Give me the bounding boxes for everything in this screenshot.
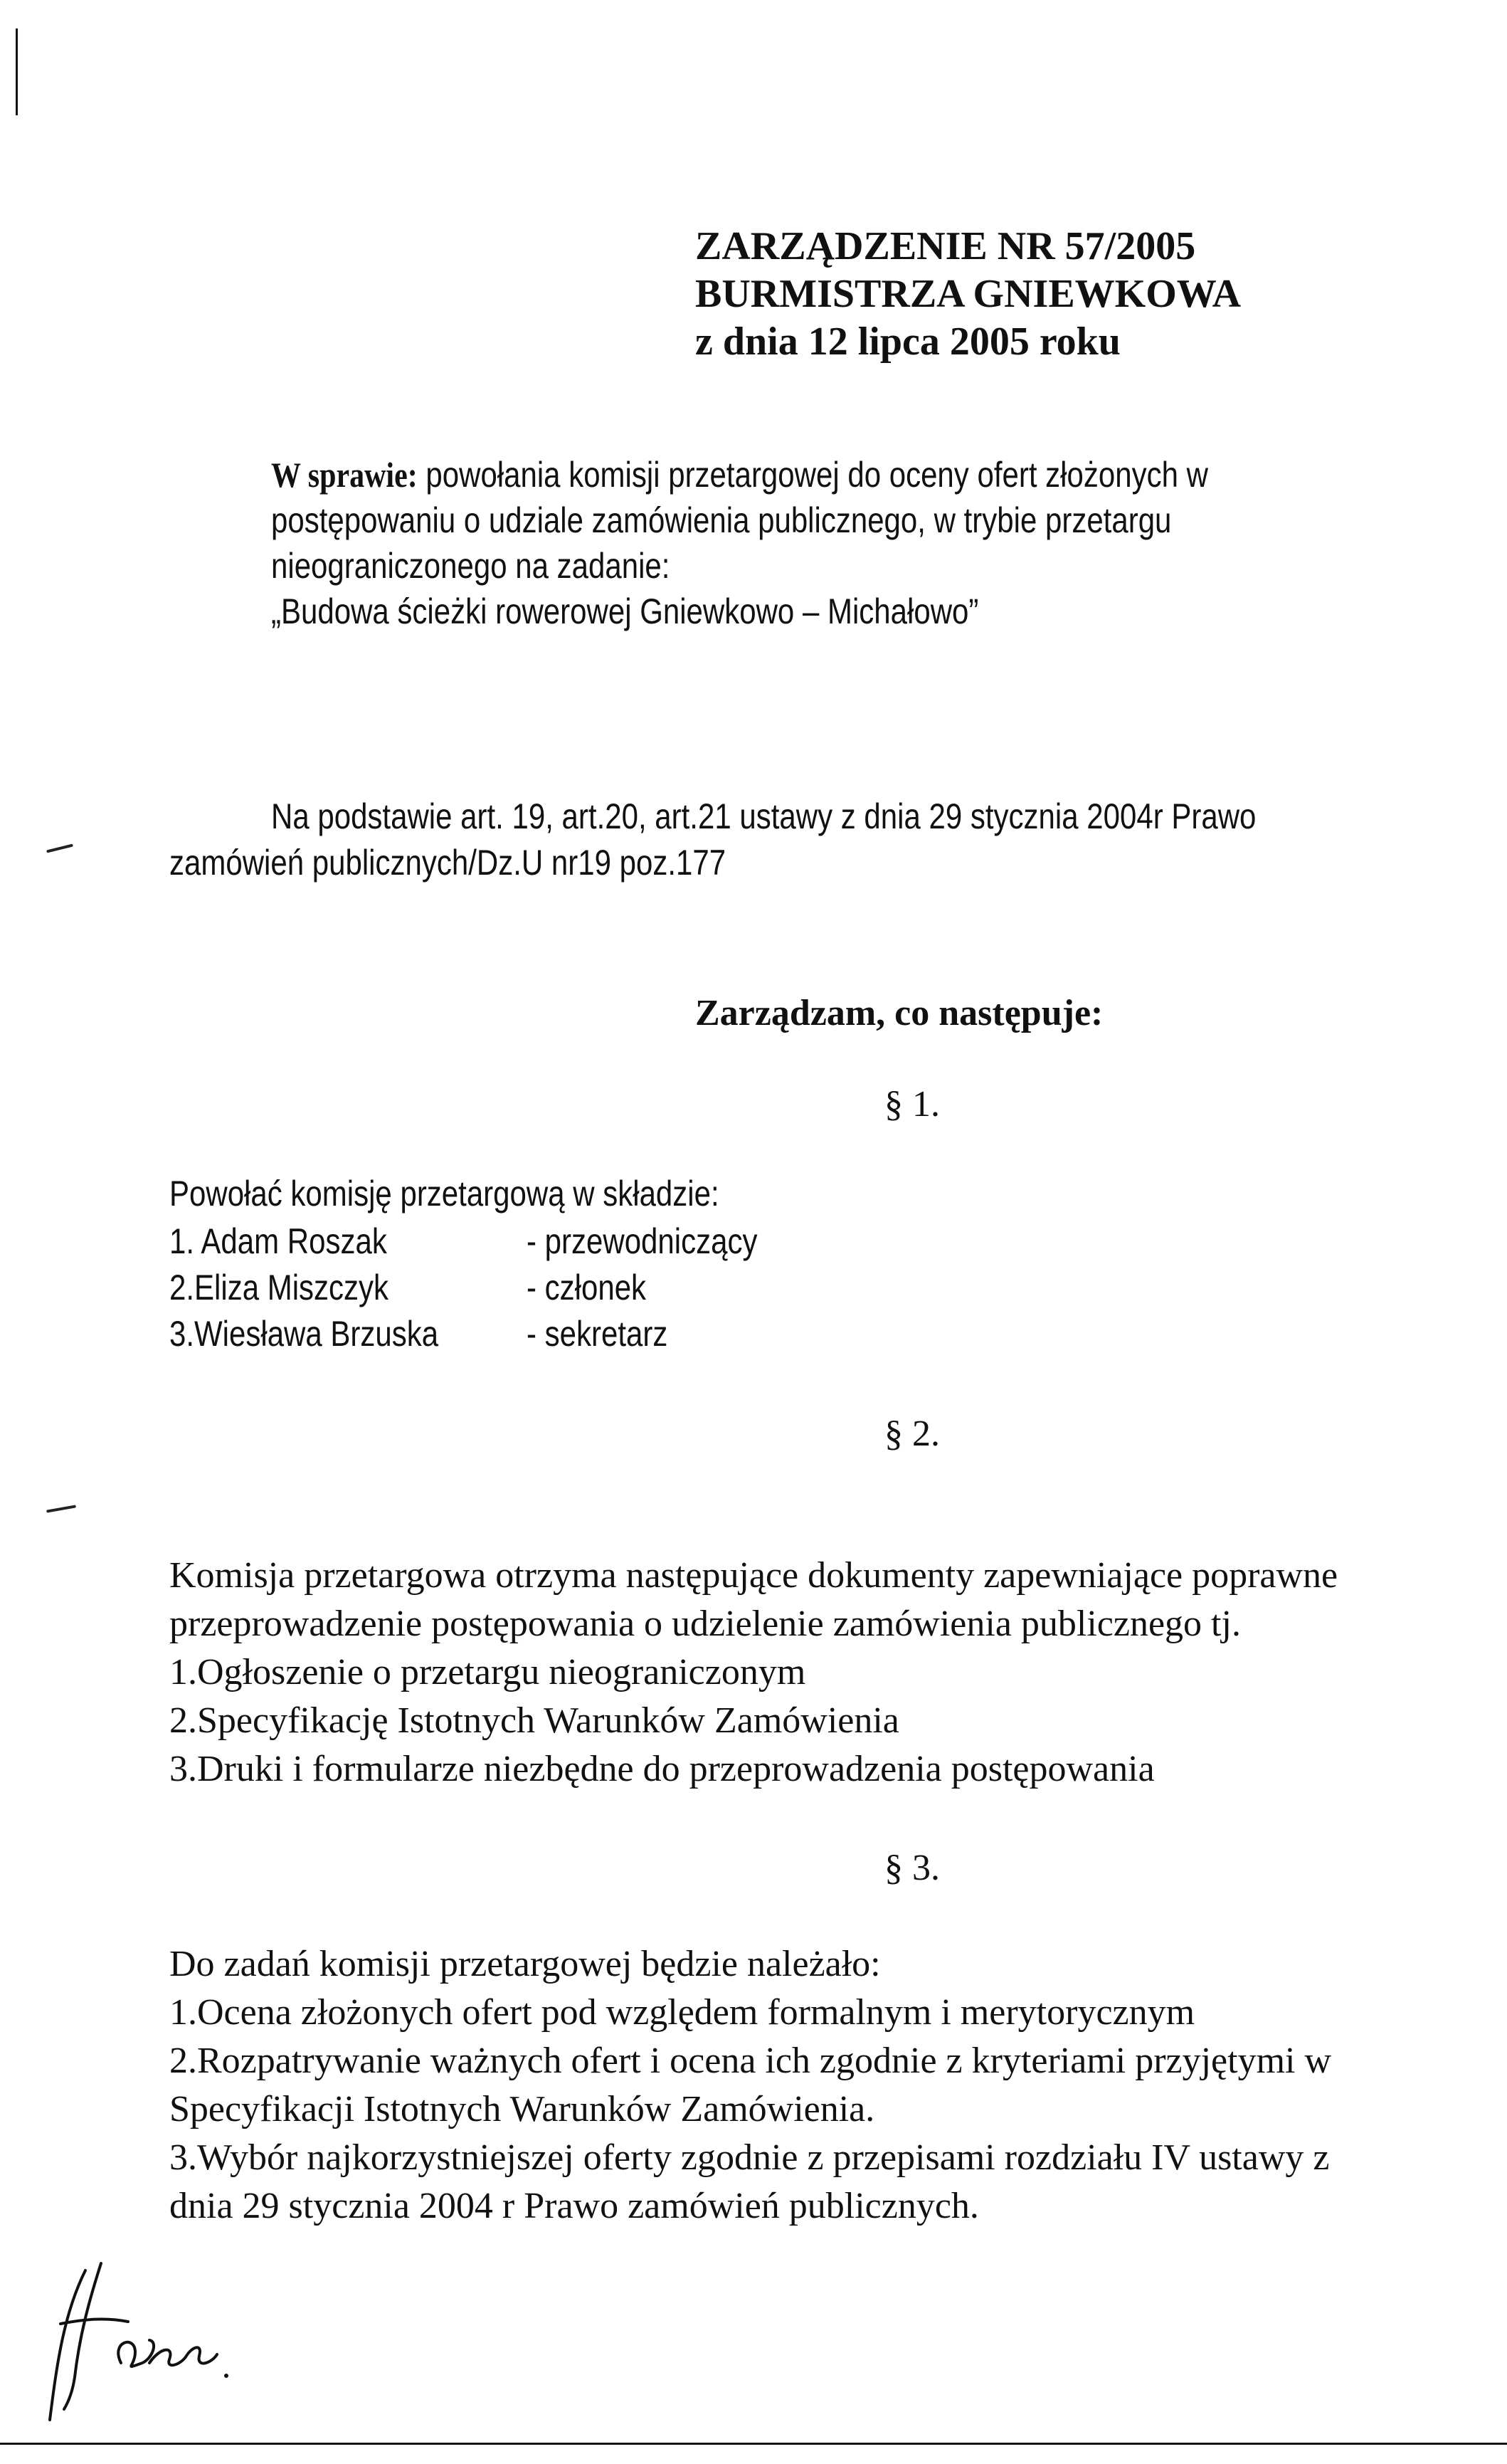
- footer-rule: [0, 2443, 1507, 2445]
- member-3-role: - sekretarz: [527, 1314, 668, 1354]
- section-2-item-3: 3.Druki i formularze niezbędne do przeprowadzenia postępowania: [169, 1749, 1155, 1789]
- section-3-mark: § 3.: [884, 1848, 940, 1888]
- legal-basis-line-2: zamówień publicznych/Dz.U nr19 poz.177: [169, 843, 726, 883]
- section-3-item-3a: 3.Wybór najkorzystniejszej oferty zgodnie z przepisami rozdziału IV ustawy z: [169, 2137, 1330, 2178]
- section-3-item-1: 1.Ocena złożonych ofert pod względem formalnym i merytorycznym: [169, 1992, 1195, 2033]
- section-2-line-2: przeprowadzenie postępowania o udzielenie zamówienia publicznego tj.: [169, 1604, 1241, 1644]
- section-2-item-1: 1.Ogłoszenie o przetargu nieograniczonym: [169, 1652, 806, 1692]
- member-1-role: - przewodniczący: [527, 1221, 758, 1261]
- decree-heading: Zarządzam, co następuje:: [695, 993, 1104, 1033]
- subject-line-3: nieograniczonego na zadanie:: [271, 546, 670, 586]
- member-3-name: 3.Wiesława Brzuska: [169, 1314, 439, 1354]
- section-2-mark: § 2.: [884, 1413, 940, 1454]
- section-3-item-3b: dnia 29 stycznia 2004 r Prawo zamówień publicznych.: [169, 2186, 979, 2226]
- member-2-role: - członek: [527, 1268, 647, 1307]
- member-2-name: 2.Eliza Miszczyk: [169, 1268, 389, 1307]
- decree-date: z dnia 12 lipca 2005 roku: [695, 320, 1121, 364]
- signature: [36, 2256, 235, 2431]
- signature-drawing: [36, 2256, 235, 2427]
- decree-title: ZARZĄDZENIE NR 57/2005: [695, 224, 1196, 268]
- section-1-intro: Powołać komisję przetargową w składzie:: [169, 1174, 719, 1213]
- subject-line-2: postępowaniu o udziale zamówienia publicznego, w trybie przetargu: [271, 500, 1172, 540]
- section-2-line-1: Komisja przetargowa otrzyma następujące dokumenty zapewniające poprawne: [169, 1555, 1338, 1596]
- section-2-item-2: 2.Specyfikację Istotnych Warunków Zamówienia: [169, 1700, 899, 1741]
- scan-edge-mark: [16, 28, 18, 115]
- margin-mark-1: [46, 843, 73, 853]
- decree-issuer: BURMISTRZA GNIEWKOWA: [695, 272, 1242, 316]
- subject-label: W sprawie:: [271, 455, 418, 495]
- section-1-mark: § 1.: [884, 1084, 940, 1125]
- margin-mark-2: [46, 1505, 76, 1512]
- section-3-item-2b: Specyfikacji Istotnych Warunków Zamówienia.: [169, 2089, 875, 2129]
- subject-block: [271, 452, 1387, 634]
- section-3-item-2a: 2.Rozpatrywanie ważnych ofert i ocena ich zgodnie z kryteriami przyjętymi w: [169, 2041, 1332, 2081]
- subject-line-4: „Budowa ścieżki rowerowej Gniewkowo – Michałowo”: [271, 591, 979, 631]
- member-1-name: 1. Adam Roszak: [169, 1221, 387, 1261]
- legal-basis-line-1: Na podstawie art. 19, art.20, art.21 ustawy z dnia 29 stycznia 2004r Prawo: [271, 796, 1257, 836]
- subject-line-1: powołania komisji przetargowej do oceny ofert złożonych w: [417, 455, 1208, 495]
- section-3-intro: Do zadań komisji przetargowej będzie należało:: [169, 1944, 881, 1984]
